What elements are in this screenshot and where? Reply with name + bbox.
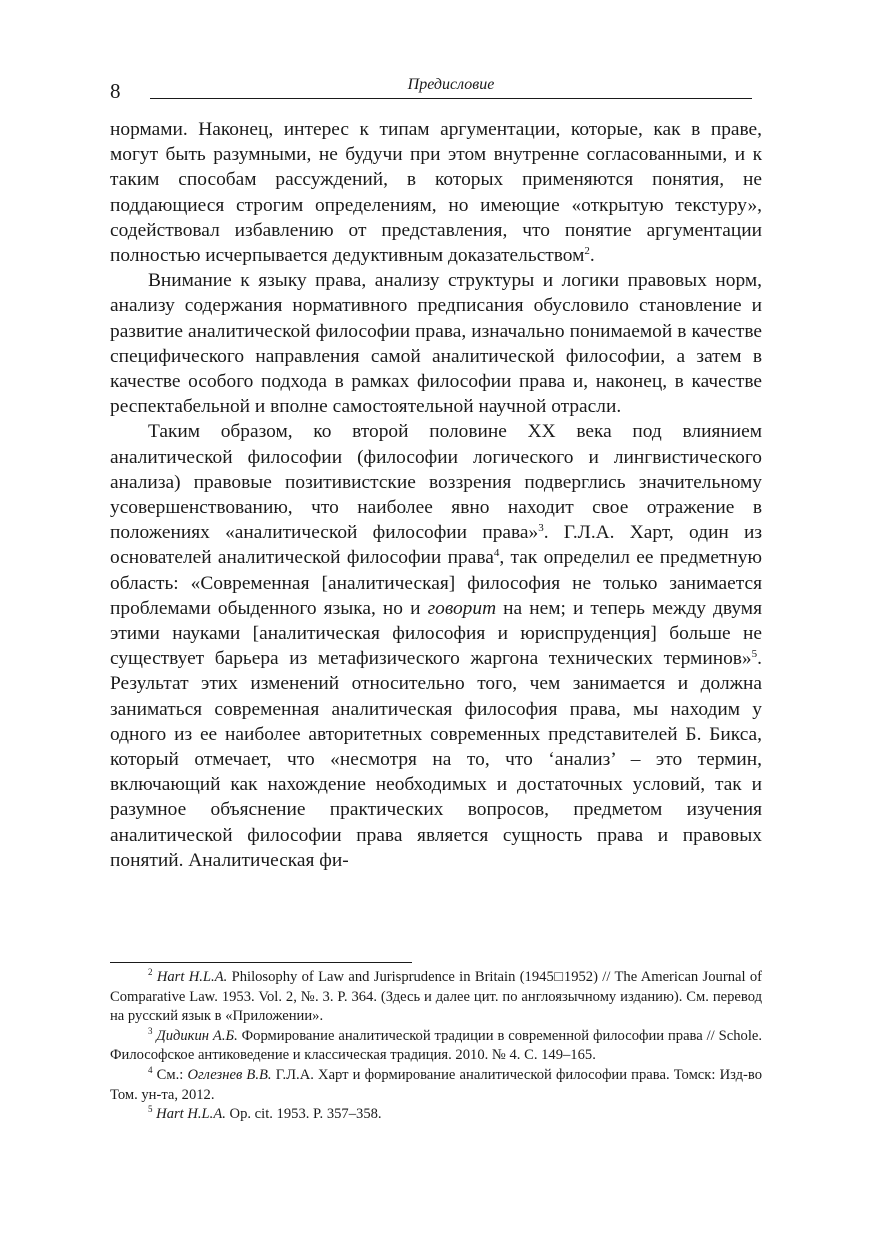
- footnote-author: Hart H.L.A.: [156, 969, 228, 985]
- header-rule: [150, 98, 752, 99]
- footnote-text: Формирование аналитической традиции в современной философии права // Schole. Философское антиковедение и классическая традиция. 2010. № 4. С. 149–165.: [110, 1027, 762, 1064]
- footnote-mark: 5: [148, 1104, 153, 1115]
- footnote-prefix: См.:: [156, 1066, 188, 1083]
- body-text: [110, 117, 762, 873]
- paragraph-3-text-4: на нем; и теперь между двумя этими науками [аналитическая философия и юриспруденция] больше не существует барьера из метафизического жаргона технических терминов»: [110, 597, 762, 670]
- running-title: Предисловие: [407, 76, 495, 93]
- paragraph-3-text-1: Таким образом, ко второй половине XX века под влиянием аналитической философии (философии логического и лингвистического анализа) правовые позитивистские воззрения подверглись значительному усовершенствованию, что наиболее явно находит свое отражение в положениях «аналитической философии права»: [110, 421, 762, 544]
- footnote-ref-3[interactable]: 3: [538, 522, 544, 535]
- footnote-ref-4[interactable]: 4: [493, 547, 500, 560]
- page-number: 8: [110, 79, 121, 103]
- footnote-ref-5[interactable]: 5: [751, 648, 758, 661]
- footnotes: [110, 968, 762, 1125]
- footnote-text: Philosophy of Law and Jurisprudence in Britain (1945□1952) // The American Journal of Comparative Law. 1953. Vol. 2, №. 3. P. 364. (Здесь и далее цит. по англоязычному изданию). См. перевод на русский язык в «Приложении».: [110, 969, 763, 1025]
- paragraph-2: Внимание к языку права, анализу структуры и логики правовых норм, анализу содержания нормативного предписания обусловило становление и развитие аналитической философии права, изначально понимаемой в качестве специфического направления самой аналитической философии, а затем в качестве особого подхода в рамках философии права и, наконец, в качестве респектабельной и вполне самостоятельной научной отрасли.: [110, 270, 762, 418]
- footnote-2: [110, 968, 762, 1027]
- footnote-author: Оглезнев В.В.: [187, 1066, 272, 1083]
- footnote-ref-2[interactable]: 2: [584, 245, 590, 258]
- paragraph-3-text-5: . Результат этих изменений относительно того, чем занимается и должна заниматься современная аналитическая философия права, мы находим у одного из ее наиболее авторитетных современных представителей Б. Бикса, который отмечает, что «несмотря на то, что ‘анализ’ – это термин, включающий как нахождение необходимых и достаточных условий, так и разумное объяснение практических вопросов, предметом изучения аналитической философии права является сущность права и правовых понятий. Аналитическая фи-: [110, 648, 762, 871]
- footnote-author: Дидикин А.Б.: [156, 1027, 238, 1044]
- footnote-5: [110, 1105, 762, 1125]
- paragraph-3: [110, 419, 762, 873]
- footnote-mark: 2: [148, 967, 153, 977]
- paragraph-1-end: .: [589, 245, 595, 267]
- footnote-text: Op. cit. 1953. P. 357–358.: [225, 1106, 382, 1123]
- footnote-mark: 3: [148, 1025, 153, 1036]
- paragraph-3-text-2: . Г.Л.А. Харт, один из основателей аналитической философии права: [110, 522, 762, 569]
- paragraph-3-text-3: , так определил ее предметную область: «Современная [аналитическая] философия не только занимается проблемами обыденного языка, но и: [110, 547, 762, 619]
- footnote-separator: [110, 962, 412, 963]
- footnote-mark: 4: [148, 1064, 153, 1075]
- paragraph-1-text: нормами. Наконец, интерес к типам аргументации, которые, как в праве, могут быть разумными, не будучи при этом внутренне согласованными, и к таким способам рассуждений, в которых применяются понятия, не поддающиеся строгим определениям, но имеющие «открытую текстуру», содействовал избавлению от представления, что понятие аргументации полностью исчерпывается дедуктивным доказательством: [110, 119, 762, 267]
- footnote-text: Г.Л.А. Харт и формирование аналитической философии права. Томск: Изд-во Том. ун-та, 2012.: [110, 1066, 762, 1103]
- footnote-4: [110, 1066, 762, 1105]
- footnote-author: Hart H.L.A.: [156, 1106, 226, 1123]
- paragraph-1: [110, 117, 762, 268]
- emphasized-word: говорит: [427, 597, 497, 619]
- footnote-3: [110, 1027, 762, 1066]
